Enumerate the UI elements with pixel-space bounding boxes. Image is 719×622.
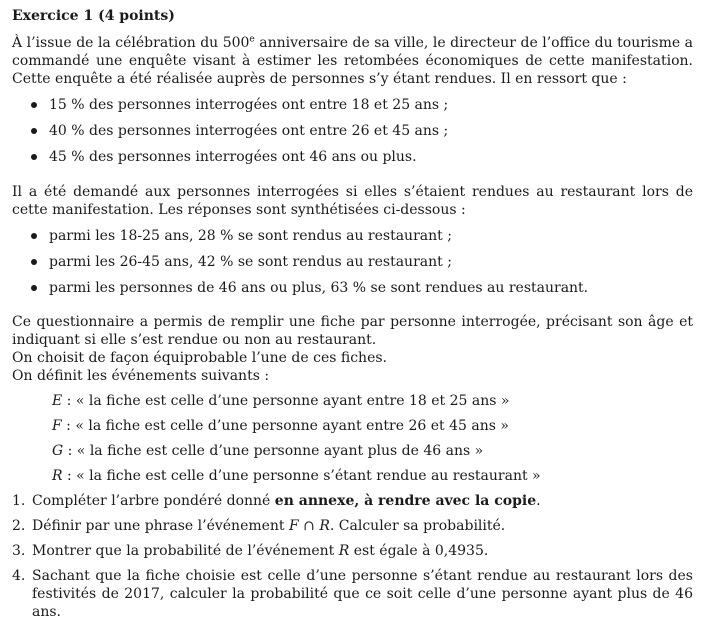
restaurant-rates-list	[12, 227, 693, 297]
events-intro: On définit les événements suivants :	[12, 368, 270, 384]
restaurant-intro-paragraph: Il a été demandé aux personnes interrogées si elles s’étaient rendues au restaurant lors de cette manifestation. Les réponses sont synthétisées ci-dessous :	[12, 184, 693, 218]
intro-paragraph: À l’issue de la célébration du 500e anniversaire de sa ville, le directeur de l’office du tourisme a commandé une enquête visant à estimer les retombées économiques de cette manifestation. Cette enquête a été réalisée auprès de personnes s’y étant rendues. Il en ressort que :	[12, 34, 693, 87]
list-item: 40 % des personnes interrogées ont entre 26 et 45 ans ;	[12, 122, 693, 140]
questions-list	[12, 492, 693, 621]
list-item: parmi les 26-45 ans, 42 % se sont rendus au restaurant ;	[12, 253, 693, 271]
list-item: 45 % des personnes interrogées ont 46 ans ou plus.	[12, 148, 693, 166]
question-4: 4. Sachant que la fiche choisie est celle d’une personne s’étant rendue au restaurant lors des festivités de 2017, calculer la probabilité que ce soit celle d’une personne ayant plus de 46 ans.	[12, 568, 693, 620]
questionnaire-paragraph: Ce questionnaire a permis de remplir une fiche par personne interrogée, précisant son âge et indiquant si elle s’est rendue ou non au restaurant.	[12, 314, 693, 348]
event-r: R : « la fiche est celle d’une personne s’étant rendue au restaurant »	[52, 468, 541, 484]
events-list	[12, 392, 693, 485]
question-1: 1. Compléter l’arbre pondéré donné en annexe, à rendre avec la copie.	[12, 493, 541, 509]
list-item: parmi les 18-25 ans, 28 % se sont rendus au restaurant ;	[12, 227, 693, 245]
list-item: parmi les personnes de 46 ans ou plus, 63 % se sont rendues au restaurant.	[12, 279, 693, 297]
event-f: F : « la fiche est celle d’une personne ayant entre 26 et 45 ans »	[52, 418, 509, 434]
choice-sentence: On choisit de façon équiprobable l’une de ces fiches.	[12, 350, 387, 366]
list-item: 15 % des personnes interrogées ont entre 18 et 25 ans ;	[12, 96, 693, 114]
question-2: 2. Définir par une phrase l’événement F ∩ R. Calculer sa probabilité.	[12, 518, 506, 534]
question-3: 3. Montrer que la probabilité de l’événement R est égale à 0,4935.	[12, 543, 489, 559]
age-distribution-list	[12, 96, 693, 166]
event-g: G : « la fiche est celle d’une personne ayant plus de 46 ans »	[52, 443, 484, 459]
event-e: E : « la fiche est celle d’une personne ayant entre 18 et 25 ans »	[52, 393, 510, 409]
exercise-title: Exercice 1 (4 points)	[12, 8, 175, 24]
